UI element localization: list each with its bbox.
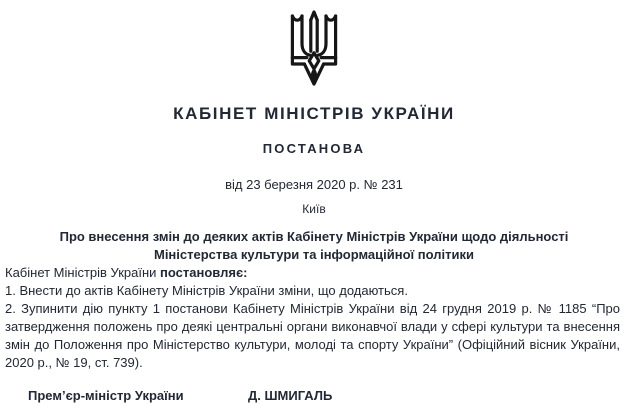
preamble-paragraph <box>5 264 620 282</box>
paragraph-item-1: 1. Внести до актів Кабінету Міністрів України зміни, що додаються. <box>5 283 408 298</box>
document-title: Про внесення змін до деяких актів Кабінету Міністрів України щодо діяльності Міністерства культури та інформаційної політики <box>59 229 569 262</box>
document-body <box>5 264 620 372</box>
tryzub-coat-of-arms-icon <box>285 8 343 88</box>
emblem-container <box>0 0 628 90</box>
org-name: КАБІНЕТ МІНІСТРІВ УКРАЇНИ <box>173 104 455 123</box>
signer-position: Прем’єр-міністр України <box>28 388 184 403</box>
date-and-number-line: від 23 березня 2020 р. № 231 <box>225 177 403 192</box>
signer-name: Д. ШМИГАЛЬ <box>248 388 333 403</box>
signature-block <box>0 388 628 403</box>
document-type-heading: ПОСТАНОВА <box>262 141 366 156</box>
preamble-regular-text: Кабінет Міністрів України <box>5 265 161 280</box>
preamble-bold-text: постановляє: <box>160 265 248 280</box>
city-label: Київ <box>302 202 326 216</box>
paragraph-item-2: 2. Зупинити дію пункту 1 постанови Кабінету Міністрів України від 24 грудня 2019 р. № 1185 “Про затвердження положень про деякі центральні органи виконавчої влади у сфері культури та внесення змін до Положення про Міністерство культури, молоді та спорту України” (Офіційний вісник України, 2020 р., № 19, ст. 739). <box>5 301 620 370</box>
